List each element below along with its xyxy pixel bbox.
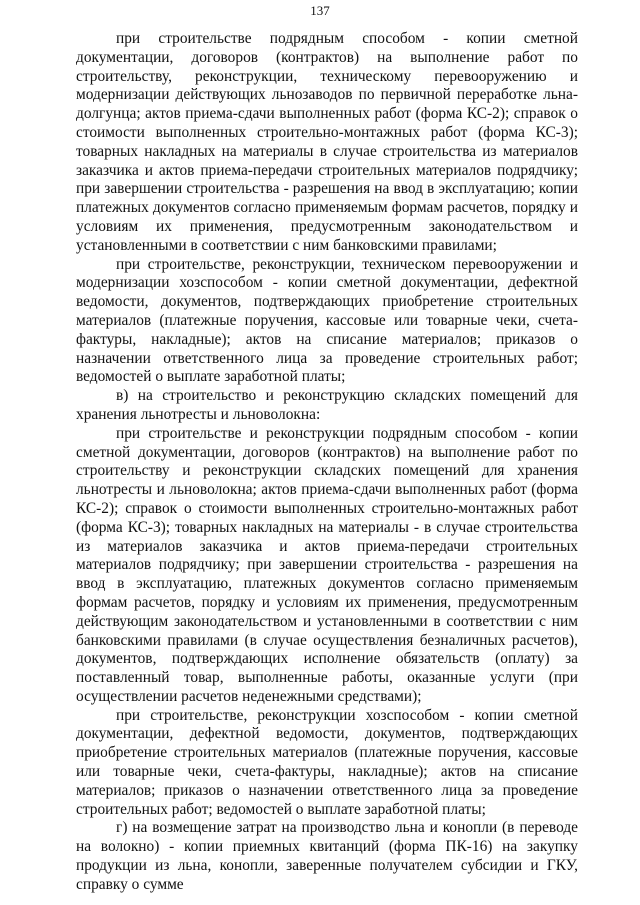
document-body: [76, 30, 578, 895]
paragraph-item-g-flax-hemp: г) на возмещение затрат на производство льна и конопли (в переводе на волокно) - копии приемных квитанций (форма ПК-16) на закупку продукции из льна, конопли, заверенные получателем субсидии и ГКУ, справку о сумме: [76, 819, 578, 893]
paragraph-warehouse-contract-construction: при строительстве и реконструкции подрядным способом - копии сметной документации, договоров (контрактов) на выполнение работ по строительству и реконструкции складских помещений для хранения льнотресты и льноволокна; актов приема-сдачи выполненных работ (форма КС-2); справок о стоимости выполненных строительно-монтажных работ (форма КС-3); товарных накладных на материалы - в случае строительства из материалов заказчика и актов приема-передачи строительных материалов подрядчику; при завершении строительства - разрешения на ввод в эксплуатацию, платежных документов согласно применяемым формам расчетов, порядку и условиям их применения, предусмотренным действующим законодательством и установленными в соответствии с ним банковскими правилами (в случае осуществления безналичных расчетов), документов, подтверждающих исполнение обязательств (оплату) за поставленный товар, выполненные работы, оказанные услуги (при осуществлении расчетов неденежными средствами);: [76, 424, 578, 705]
paragraph-warehouse-own-method: при строительстве, реконструкции хозспособом - копии сметной документации, дефектной ведомости, документов, подтверждающих приобретение строительных материалов (платежные поручения, кассовые или товарные чеки, счета-фактуры, накладные); актов на списание материалов; приказов о назначении ответственного лица за проведение строительных работ; ведомостей о выплате заработной платы;: [76, 706, 578, 818]
paragraph-contract-construction: при строительстве подрядным способом - копии сметной документации, договоров (контрактов) на выполнение работ по строительству, реконструкции, техническому перевооружению и модернизации действующих льнозаводов по первичной переработке льна-долгунца; актов приема-сдачи выполненных работ (форма КС-2); справок о стоимости выполненных строительно-монтажных работ (форма КС-3); товарных накладных на материалы в случае строительства из материалов заказчика и актов приема-передачи строительных материалов подрядчику; при завершении строительства - разрешения на ввод в эксплуатацию; копии платежных документов согласно применяемым формам расчетов, порядку и условиям их применения, предусмотренным законодательством и установленными в соответствии с ним банковскими правилами;: [76, 30, 578, 254]
paragraph-item-v-warehouses: в) на строительство и реконструкцию складских помещений для хранения льнотресты и льноволокна:: [76, 387, 578, 423]
page-number: 137: [310, 3, 330, 18]
paragraph-own-method-construction: при строительстве, реконструкции, техническом перевооружении и модернизации хозспособом - копии сметной документации, дефектной ведомости, документов, подтверждающих приобретение строительных материалов (платежные поручения, кассовые или товарные чеки, счета-фактуры, накладные); актов на списание материалов; приказов о назначении ответственного лица за проведение строительных работ; ведомостей о выплате заработной платы;: [76, 255, 578, 386]
